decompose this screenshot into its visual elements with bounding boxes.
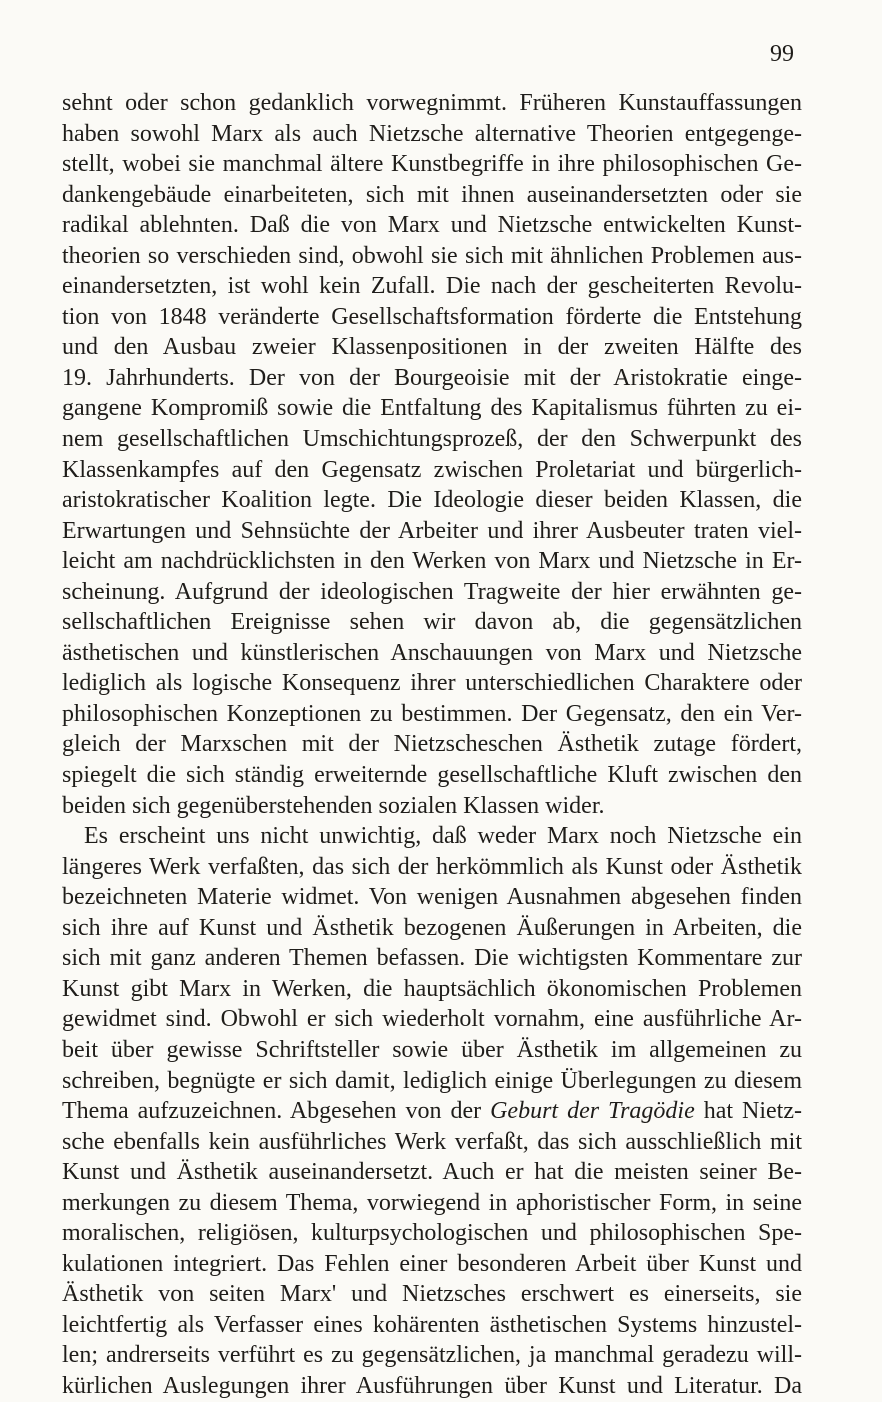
text-line: haben sowohl Marx als auch Nietzsche alternative Theorien entgegenge-: [62, 120, 802, 147]
text-line: gewidmet sind. Obwohl er sich wiederholt vornahm, eine ausführliche Ar-: [62, 1006, 802, 1033]
text-line: len; andrerseits verführt es zu gegensätzlichen, ja manchmal geradezu will-: [62, 1342, 802, 1369]
text-line: Kunst gibt Marx in Werken, die hauptsächlich ökonomischen Problemen: [62, 975, 802, 1002]
text-line: gleich der Marxschen mit der Nietzscheschen Ästhetik zutage fördert,: [62, 731, 802, 758]
text-line: radikal ablehnten. Daß die von Marx und Nietzsche entwickelten Kunst-: [62, 212, 802, 239]
text-line: philosophischen Konzeptionen zu bestimmen. Der Gegensatz, den ein Ver-: [62, 700, 802, 727]
body-text: [62, 88, 802, 1402]
text-line: Erwartungen und Sehnsüchte der Arbeiter und ihrer Ausbeuter traten viel-: [62, 517, 802, 544]
text-line: Kunst und Ästhetik auseinandersetzt. Auch er hat die meisten seiner Be-: [62, 1159, 802, 1186]
text-line: einandersetzten, ist wohl kein Zufall. Die nach der gescheiterten Revolu-: [62, 273, 802, 300]
text-line: dankengebäude einarbeiteten, sich mit ihnen auseinandersetzten oder sie: [62, 181, 802, 208]
text-line: sich mit ganz anderen Themen befassen. Die wichtigsten Kommentare zur: [62, 945, 802, 972]
book-title: Geburt der Tragödie: [490, 1098, 695, 1125]
text-line: sehnt oder schon gedanklich vorwegnimmt. Früheren Kunstauffassungen: [62, 90, 802, 116]
text-line: moralischen, religiösen, kulturpsychologischen und philosophischen Spe-: [62, 1220, 802, 1247]
text-line: längeres Werk verfaßten, das sich der herkömmlich als Kunst oder Ästhetik: [62, 853, 802, 880]
paragraph: [62, 821, 802, 1401]
text-line: beiden sich gegenüberstehenden sozialen Klassen wider.: [62, 792, 605, 819]
text-line: Thema aufzuzeichnen. Abgesehen von der Geburt der Tragödie hat Nietz-: [62, 1098, 802, 1125]
text-line: und den Ausbau zweier Klassenpositionen in der zweiten Hälfte des: [62, 334, 802, 361]
text-line: nem gesellschaftlichen Umschichtungsprozeß, der den Schwerpunkt des: [62, 426, 802, 453]
text-line: bezeichneten Materie widmet. Von wenigen Ausnahmen abgesehen finden: [62, 884, 802, 911]
text-line: Ästhetik von seiten Marx' und Nietzsches erschwert es einerseits, sie: [62, 1281, 802, 1308]
text-line: leichtfertig als Verfasser eines kohärenten ästhetischen Systems hinzustel-: [62, 1311, 802, 1338]
text-line: leicht am nachdrücklichsten in den Werken von Marx und Nietzsche in Er-: [62, 548, 802, 575]
text-line: Es erscheint uns nicht unwichtig, daß weder Marx noch Nietzsche ein: [84, 823, 802, 850]
text-line: beit über gewisse Schriftsteller sowie über Ästhetik im allgemeinen zu: [62, 1036, 802, 1063]
text-line: ästhetischen und künstlerischen Anschauungen von Marx und Nietzsche: [62, 639, 802, 666]
text-line: kürlichen Auslegungen ihrer Ausführungen über Kunst und Literatur. Da: [62, 1372, 802, 1399]
text-line: merkungen zu diesem Thema, vorwiegend in aphoristischer Form, in seine: [62, 1189, 802, 1216]
paragraph: [62, 88, 802, 821]
text-line: schreiben, begnügte er sich damit, lediglich einige Überlegungen zu diesem: [62, 1067, 802, 1094]
page-number: 99: [770, 41, 794, 67]
text-line: lediglich als logische Konsequenz ihrer unterschiedlichen Charaktere oder: [62, 670, 802, 697]
text-line: sche ebenfalls kein ausführliches Werk verfaßt, das sich ausschließlich mit: [62, 1128, 802, 1155]
text-line: spiegelt die sich ständig erweiternde gesellschaftliche Kluft zwischen den: [62, 762, 802, 789]
text-line: 19. Jahrhunderts. Der von der Bourgeoisie mit der Aristokratie einge-: [62, 364, 802, 391]
text-line: Klassenkampfes auf den Gegensatz zwischen Proletariat und bürgerlich-: [62, 456, 802, 483]
text-line: theorien so verschieden sind, obwohl sie sich mit ähnlichen Problemen aus-: [62, 242, 802, 269]
text-line: gangene Kompromiß sowie die Entfaltung des Kapitalismus führten zu ei-: [62, 395, 802, 422]
text-line: kulationen integriert. Das Fehlen einer besonderen Arbeit über Kunst und: [62, 1250, 802, 1277]
text-line: aristokratischer Koalition legte. Die Ideologie dieser beiden Klassen, die: [62, 487, 802, 514]
text-line: tion von 1848 veränderte Gesellschaftsformation förderte die Entstehung: [62, 303, 802, 330]
text-line: scheinung. Aufgrund der ideologischen Tragweite der hier erwähnten ge-: [62, 578, 802, 605]
text-line: sich ihre auf Kunst und Ästhetik bezogenen Äußerungen in Arbeiten, die: [62, 914, 802, 941]
text-line: sellschaftlichen Ereignisse sehen wir davon ab, die gegensätzlichen: [62, 609, 802, 636]
text-line: stellt, wobei sie manchmal ältere Kunstbegriffe in ihre philosophischen Ge-: [62, 151, 802, 178]
